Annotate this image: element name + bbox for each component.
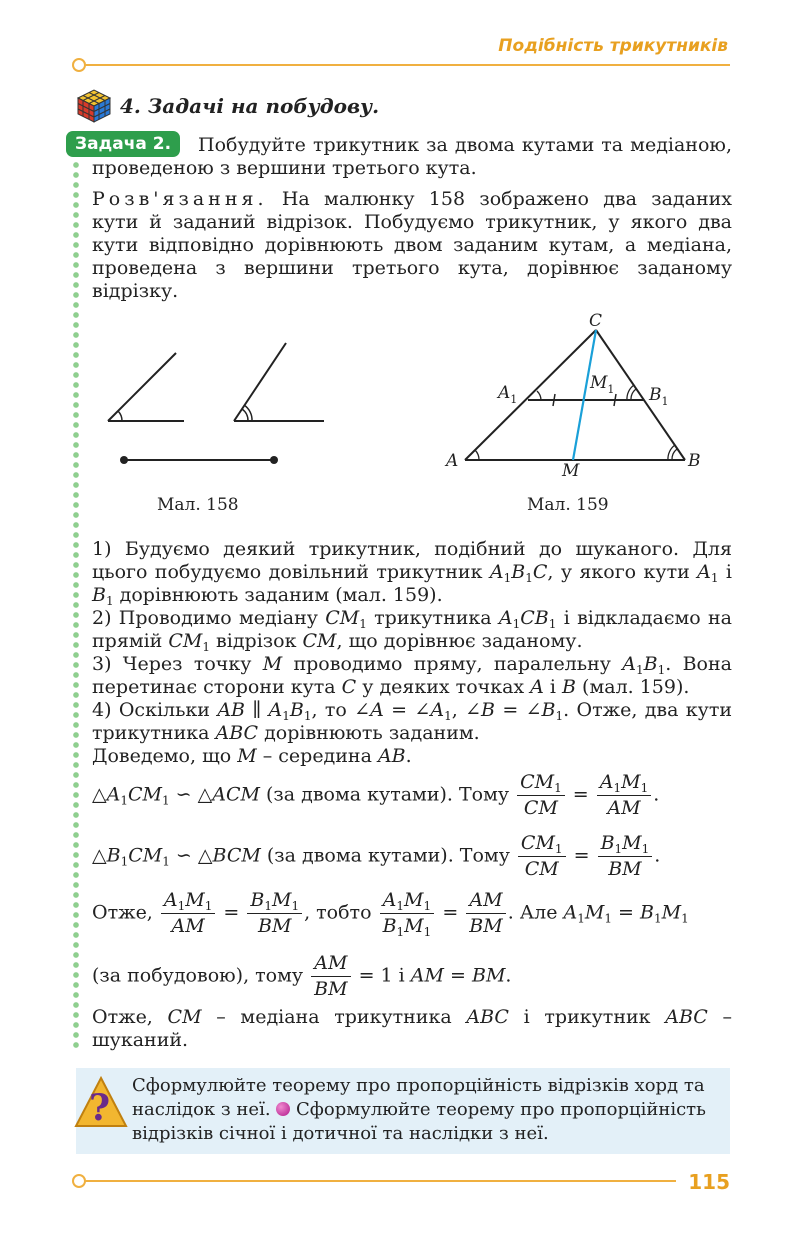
ratio-line: Отже, $\frac{A_1M_1}{AM}$ = $\frac{B_1M_1}{BM}$ , тобто $\frac{A_1M_1}{B_1M_1}$ = $\frac{AM}{BM}$ . Але $A_1M_1 = B_1M_1$ [92, 889, 689, 939]
problem-badge: Задача 2. [66, 131, 180, 157]
label-A1: $A_1$ [498, 383, 518, 406]
arc-A [475, 450, 479, 460]
section-title: 4. Задачі на побудову. [120, 94, 380, 118]
label-A: A [446, 451, 459, 471]
solution-intro: Розв'язання. На малюнку 158 зображено два заданих кути й заданий відрізок. Побудуємо трикутник, у якого два кути відповідно дорівнюють двом заданим кутам, а медіана, проведена з вершини третього кута, дорівнює заданому відрізку. [92, 188, 732, 302]
similarity-1: $\triangle A_1CM_1$ ∽ △ACM (за двома кутами). Тому $\frac{CM_1}{CM}$ = $\frac{A_1M_1}{AM}$ . [92, 771, 660, 819]
rubik-cube-icon [74, 88, 114, 124]
angle2-arc [242, 409, 248, 421]
bullet-icon [276, 1102, 290, 1116]
step-4: 4) Оскільки AB ∥ $A_1B_1$, то ∠A = $\angle A_1$, ∠B = $\angle B_1$. Отже, два кути трикутника ABC дорівнюють заданим. [92, 699, 732, 744]
label-M1: $M_1$ [590, 373, 615, 396]
step-1: 1) Будуємо деякий трикутник, подібний до шуканого. Для цього побудуємо довільний трикутник $A_1B_1C$, у якого кути $A_1$ і $B_1$ дорівнюють заданим (мал. 159). [92, 538, 732, 608]
label-M: M [562, 461, 580, 481]
conclusion-ratio: (за побудовою), тому $\frac{AM}{BM}$ = 1 і AM = BM. [92, 952, 512, 1000]
header-rule [76, 64, 730, 66]
tick-A1M1 [553, 394, 555, 406]
prove-line: Доведемо, що M – середина AB. [92, 745, 412, 767]
question-mark-icon [74, 1074, 128, 1130]
solution-label: Розв'язання. [92, 188, 268, 210]
figure-159 [440, 308, 710, 483]
segment-end-right [270, 456, 278, 464]
label-B: B [688, 451, 701, 471]
fig158-caption: Мал. 158 [157, 495, 239, 515]
dotted-margin [72, 160, 80, 1050]
questions-text [132, 1074, 722, 1146]
angle1-ray [108, 353, 176, 421]
page-number: 115 [688, 1170, 730, 1194]
steps-block [92, 538, 732, 768]
arc-B1 [631, 389, 636, 400]
segment-end-left [120, 456, 128, 464]
figure-158 [100, 335, 340, 475]
arc-B [672, 449, 677, 460]
question-2: Сформулюйте теорему про пропорційність відрізків січної і дотичної та наслідки з неї. [132, 1099, 706, 1144]
header-rule-circle [72, 58, 86, 72]
label-B1: $B_1$ [649, 385, 669, 408]
footer-rule [76, 1180, 676, 1182]
angle1-arc [118, 411, 122, 421]
final-conclusion: Отже, CM – медіана трикутника ABC і трикутник ABC – шуканий. [92, 1006, 732, 1051]
question-1: Сформулюйте теорему про пропорційність відрізків хорд та наслідок з неї. [132, 1075, 705, 1120]
arc-A1 [537, 391, 541, 400]
footer-rule-circle [72, 1174, 86, 1188]
svg-text:?: ? [89, 1087, 111, 1129]
step-3: 3) Через точку M проводимо пряму, паралельну $A_1B_1$. Вона перетинає сторони кута C у деяких точках A і B (мал. 159). [92, 653, 732, 698]
running-header: Подібність трикутників [498, 36, 728, 56]
step-2: 2) Проводимо медіану $CM_1$ трикутника $A_1CB_1$ і відкладаємо на прямій $CM_1$ відрізок CM, що дорівнює заданому. [92, 607, 732, 654]
similarity-2: $\triangle B_1CM_1$ ∽ △BCM (за двома кутами). Тому $\frac{CM_1}{CM}$ = $\frac{B_1M_1}{BM}$ . [92, 832, 661, 880]
label-C: C [589, 311, 603, 331]
fig159-caption: Мал. 159 [527, 495, 609, 515]
problem-text: Побудуйте трикутник за двома кутами та медіаною, проведеною з вершини третього кута. [92, 134, 732, 179]
